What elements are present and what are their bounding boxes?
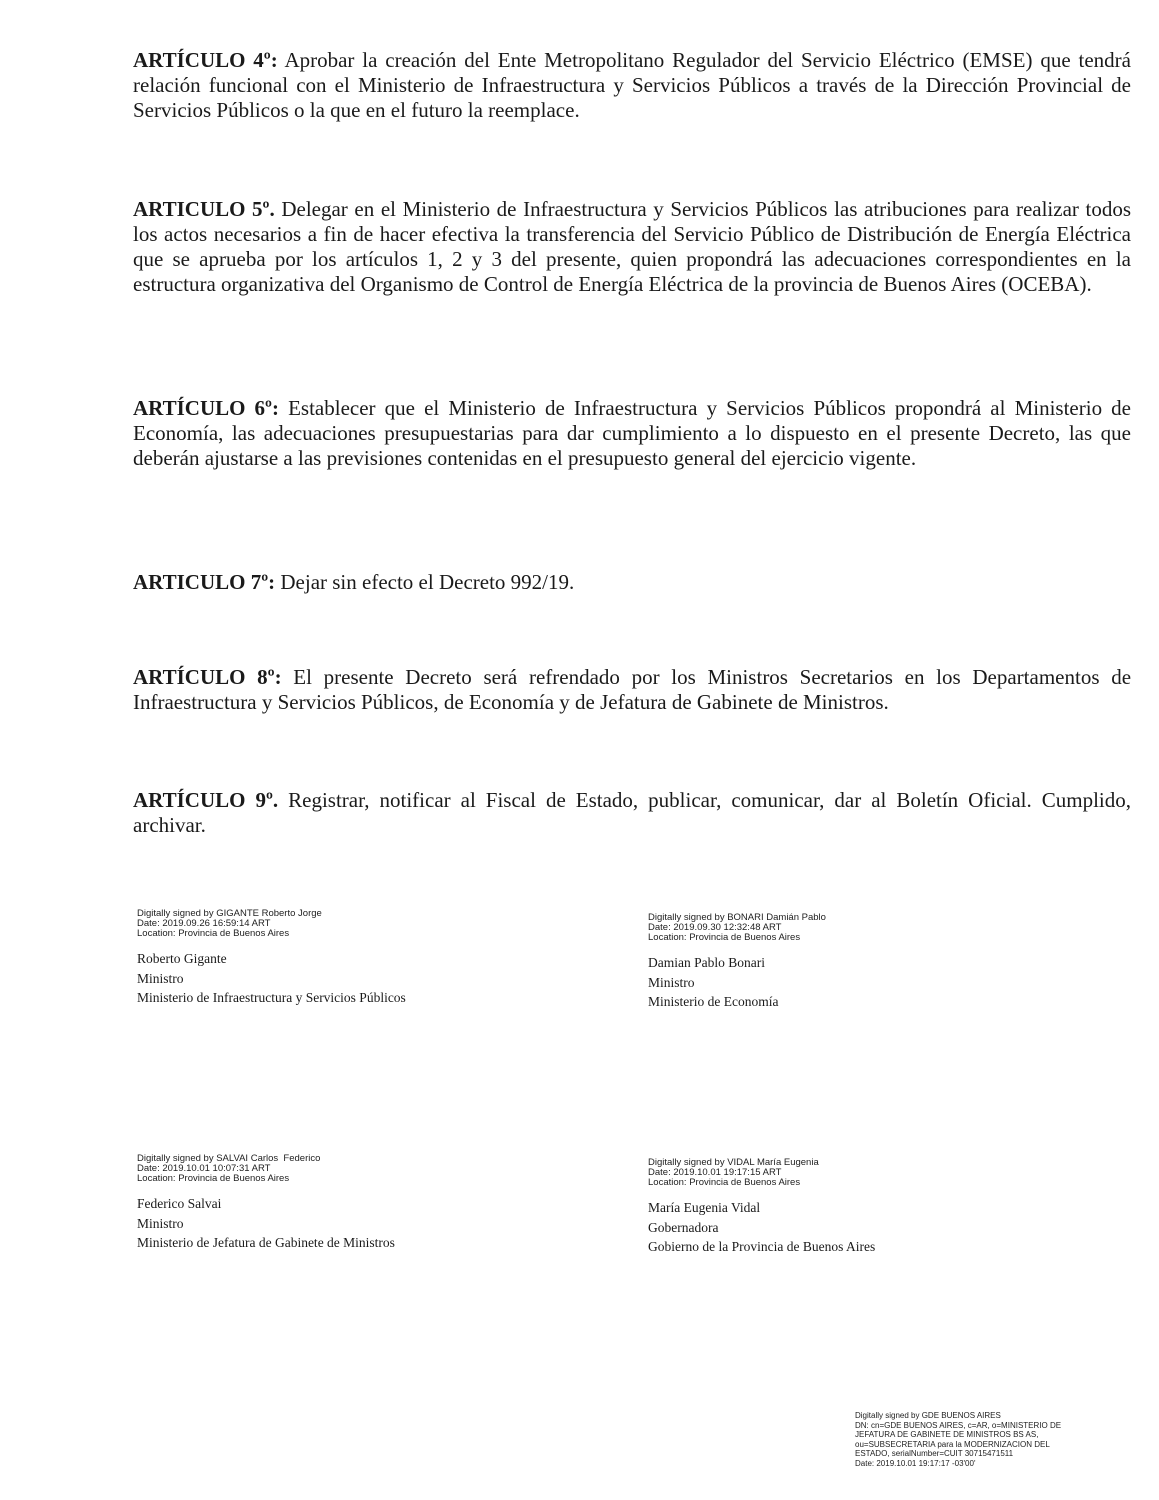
signature-gigante: [137, 909, 406, 1008]
signer-organization: Gobierno de la Provincia de Buenos Aires: [648, 1239, 876, 1254]
gde-stamp-line: ou=SUBSECRETARIA para la MODERNIZACION DEL: [855, 1439, 1050, 1449]
signer-name: Federico Salvai: [137, 1196, 222, 1211]
signature-date: Date: 2019.10.01 10:07:31 ART: [137, 1163, 271, 1174]
signature-vidal: [648, 1158, 875, 1257]
article-heading: ARTÍCULO 8º:: [133, 665, 282, 689]
signer-name: María Eugenia Vidal: [648, 1200, 761, 1215]
article-5: [133, 197, 1131, 297]
article-heading: ARTÍCULO 9º.: [133, 788, 279, 812]
signature-date: Date: 2019.10.01 19:17:15 ART: [648, 1167, 782, 1178]
gde-stamp-line: Date: 2019.10.01 19:17:17 -03'00': [855, 1458, 976, 1468]
gde-stamp-line: ESTADO, serialNumber=CUIT 30715471511: [855, 1449, 1014, 1458]
article-4: [133, 48, 1131, 123]
article-heading: ARTÍCULO 6º:: [133, 396, 279, 420]
signature-salvai: [137, 1154, 395, 1253]
article-7: [133, 570, 1131, 595]
signature-signed-by: Digitally signed by VIDAL María Eugenia: [648, 1157, 819, 1168]
signature-bonari: [648, 913, 826, 1012]
signer-organization: Ministerio de Infraestructura y Servicios Públicos: [137, 990, 406, 1005]
signature-signed-by: Digitally signed by GIGANTE Roberto Jorge: [137, 908, 322, 919]
article-9: [133, 788, 1131, 838]
article-body: Aprobar la creación del Ente Metropolitano Regulador del Servicio Eléctrico (EMSE) que tendrá relación funcional con el Ministerio de Infraestructura y Servicios Públicos a través de la Dirección Provincial de Servicios Públicos o la que en el futuro la reemplace.: [133, 48, 1131, 122]
article-heading: ARTÍCULO 4º:: [133, 48, 278, 72]
gde-stamp-line: DN: cn=GDE BUENOS AIRES, c=AR, o=MINISTERIO DE: [855, 1420, 1062, 1430]
signature-location: Location: Provincia de Buenos Aires: [137, 928, 290, 939]
article-heading: ARTICULO 7º:: [133, 570, 276, 594]
signer-name: Damian Pablo Bonari: [648, 955, 765, 970]
article-6: [133, 396, 1131, 471]
signer-organization: Ministerio de Jefatura de Gabinete de Ministros: [137, 1235, 395, 1250]
signature-location: Location: Provincia de Buenos Aires: [137, 1173, 290, 1184]
gde-digital-signature-stamp: [855, 1411, 1125, 1468]
signature-date: Date: 2019.09.30 12:32:48 ART: [648, 922, 782, 933]
signature-signed-by: Digitally signed by BONARI Damián Pablo: [648, 912, 826, 923]
article-body: Registrar, notificar al Fiscal de Estado, publicar, comunicar, dar al Boletín Oficial. Cumplido, archivar.: [133, 788, 1131, 837]
gde-stamp-line: Digitally signed by GDE BUENOS AIRES: [855, 1411, 1001, 1420]
gde-stamp-line: JEFATURA DE GABINETE DE MINISTROS BS AS,: [855, 1430, 1039, 1439]
signer-role: Ministro: [137, 1215, 184, 1231]
signer-role: Ministro: [137, 970, 184, 986]
article-body: Establecer que el Ministerio de Infraestructura y Servicios Públicos propondrá al Ministerio de Economía, las adecuaciones presupuestarias para dar cumplimiento a lo dispuesto en el presente Decreto, las que deberán ajustarse a las previsiones contenidas en el presupuesto general del ejercicio vigente.: [133, 396, 1131, 470]
article-body: Delegar en el Ministerio de Infraestructura y Servicios Públicos las atribuciones para realizar todos los actos necesarios a fin de hacer efectiva la transferencia del Servicio Público de Distribución de Energía Eléctrica que se aprueba por los artículos 1, 2 y 3 del presente, quien propondrá las adecuaciones correspondientes en la estructura organizativa del Organismo de Control de Energía Eléctrica de la provincia de Buenos Aires (OCEBA).: [133, 197, 1132, 296]
signature-date: Date: 2019.09.26 16:59:14 ART: [137, 918, 271, 929]
article-8: [133, 665, 1131, 715]
signature-location: Location: Provincia de Buenos Aires: [648, 1177, 801, 1188]
signer-organization: Ministerio de Economía: [648, 994, 779, 1009]
article-body: Dejar sin efecto el Decreto 992/19.: [280, 570, 575, 594]
signature-location: Location: Provincia de Buenos Aires: [648, 932, 801, 943]
signature-signed-by: Digitally signed by SALVAI Carlos Federico: [137, 1153, 321, 1164]
article-body: El presente Decreto será refrendado por los Ministros Secretarios en los Departamentos de Infraestructura y Servicios Públicos, de Economía y de Jefatura de Gabinete de Ministros.: [133, 665, 1132, 714]
signer-role: Gobernadora: [648, 1219, 719, 1235]
article-heading: ARTICULO 5º.: [133, 197, 275, 221]
signer-role: Ministro: [648, 974, 695, 990]
signer-name: Roberto Gigante: [137, 951, 227, 966]
